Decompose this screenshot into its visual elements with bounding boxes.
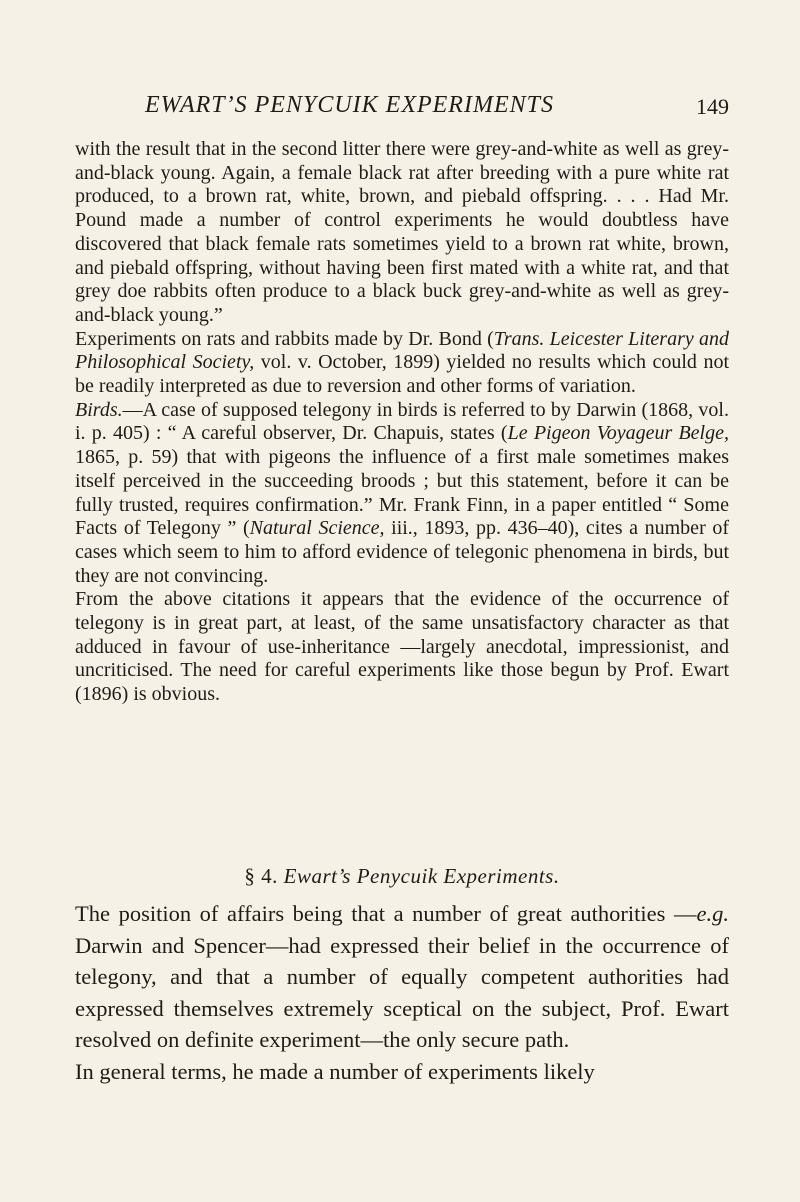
journal-title: Natural Science, (249, 517, 385, 540)
text-run: with the result that in the second litter there were grey-and-white as well as grey-and-black young. Again, a female black rat after breeding with a pure white rat produced, to a brown rat, white, brown, and piebald offspring. . . . Had Mr. Pound made a number of control experiments he would doubtless have discovered that black female rats sometimes yield to a brown rat white, brown, and piebald offspring, without having been first mated with a white rat, and that grey doe rabbits often produce to a black buck grey-and-white as well as grey-and-black young.” (75, 138, 729, 326)
paragraph-general-terms (75, 1056, 729, 1088)
body-text (75, 138, 729, 707)
abbreviation-eg: e.g. (696, 901, 729, 926)
paragraph-conclusion (75, 588, 729, 707)
text-run: In general terms, he made a number of experiments likely (75, 1058, 595, 1084)
running-header (75, 92, 729, 128)
text-run: 1865, p. 59) that with pigeons the influence of a first male sometimes makes itself perceived in the succeeding broods ; but this statement, before it can be fully trusted, requires confirmation.” Mr. Frank Finn, in a paper entitled “ Some Facts of Telegony ” ( (75, 446, 729, 540)
paragraph-bond-experiments (75, 328, 729, 399)
paragraph-rats-pound (75, 138, 729, 328)
text-run: The position of affairs being that a number of great authorities — (75, 901, 697, 926)
running-title: EWART’S PENYCUIK EXPERIMENTS (145, 92, 554, 118)
text-run: vol. v. October, 1899) yielded no results which could not be readily interpreted as due to reversion and other forms of variation. (75, 351, 730, 398)
text-run: iii., 1893, pp. 436–40), cites a number of cases which seem to him to afford evidence of telegonic phenomena in birds, but they are not convincing. (75, 517, 729, 587)
section-body-text (75, 898, 729, 1088)
page-number: 149 (696, 94, 729, 119)
text-run: —A case of supposed telegony in birds is referred to by Darwin (1868, vol. i. p. 405) : “ A careful observer, Dr. Chapuis, states ( (75, 398, 729, 445)
text-run: From the above citations it appears that the evidence of the occurrence of telegony is in great part, at least, of the same unsatisfactory character as that adduced in favour of use-inheritance —largely anecdotal, impressionist, and uncriticised. The need for careful experiments like those begun by Prof. Ewart (1896) is obvious. (75, 588, 729, 706)
section-number: § 4. (244, 864, 278, 888)
section-title: Ewart’s Penycuik Experiments. (283, 864, 560, 888)
section-heading (75, 864, 729, 889)
text-run: Darwin and Spencer—had expressed their belief in the occurrence of telegony, and that a number of equally competent authorities had expressed themselves extremely sceptical on the subject, Prof. Ewart resolved on definite experiment—the only secure path. (75, 932, 729, 1053)
subsection-label-birds: Birds. (75, 398, 123, 421)
paragraph-position-of-affairs (75, 898, 729, 1056)
text-run: Experiments on rats and rabbits made by Dr. Bond ( (75, 327, 494, 350)
journal-title: Le Pigeon Voyageur Belge, (507, 422, 729, 445)
paragraph-birds (75, 399, 729, 589)
journal-title: Trans. Leicester Literary and Philosophical Society, (75, 327, 729, 374)
